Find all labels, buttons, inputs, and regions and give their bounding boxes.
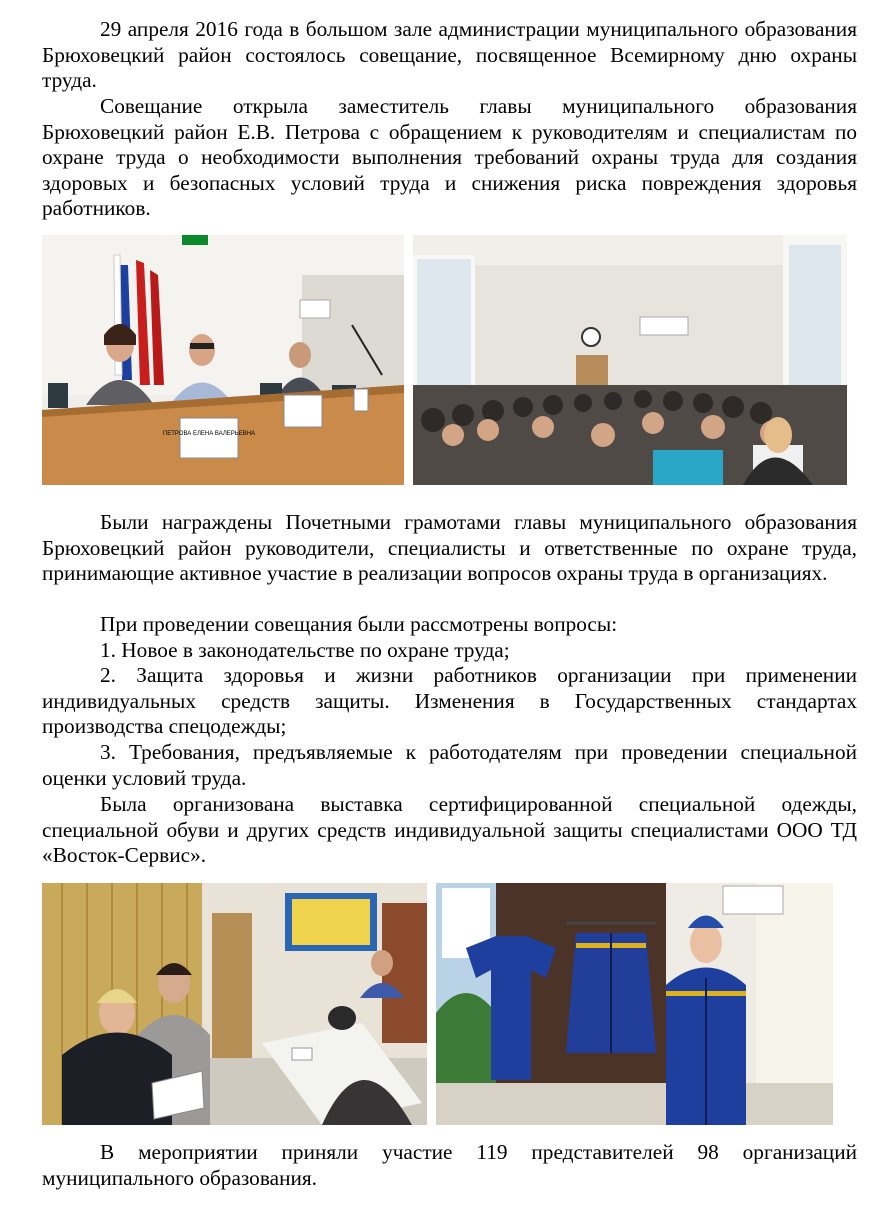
paragraph-opening: Совещание открыла заместитель главы муниципального образования Брюховецкий район Е.В. Петрова с обращением к руководителям и специалистам по охране труда о необходимости выполнения требований охраны труда для создания здоровых и безопасных условий труда и снижения риска повреждения здоровья работников.	[42, 94, 857, 221]
photo-presidium	[42, 235, 404, 485]
paragraph-intro: 29 апреля 2016 года в большом зале администрации муниципального образования Брюховецкий район состоялось совещание, посвященное Всемирному дню охраны труда.	[42, 17, 857, 93]
photo-workwear	[436, 883, 833, 1125]
photo-registration	[42, 883, 427, 1125]
paragraph-awards: Были награждены Почетными грамотами главы муниципального образования Брюховецкий район руководители, специалисты и ответственные по охране труда, принимающие активное участие в реализации вопросов охраны труда в организациях.	[42, 510, 857, 586]
paragraph-exhibition: Была организована выставка сертифицированной специальной одежды, специальной обуви и других средств индивидуальной защиты специалистами ООО ТД «Восток-Сервис».	[42, 792, 857, 868]
paragraph-questions-intro: При проведении совещания были рассмотрены вопросы:	[100, 612, 618, 636]
nameplate-text: ПЕТРОВА ЕЛЕНА ВАЛЕРЬЕВНА	[162, 431, 256, 437]
list-item-question-1: 1. Новое в законодательстве по охране труда;	[100, 638, 510, 662]
paragraph-participants: В мероприятии приняли участие 119 представителей 98 организаций муниципального образования.	[42, 1140, 857, 1190]
photo-audience	[413, 235, 847, 485]
list-item-question-3: 3. Требования, предъявляемые к работодателям при проведении специальной оценки условий труда.	[42, 740, 857, 790]
list-item-question-2: 2. Защита здоровья и жизни работников организации при применении индивидуальных средств защиты. Изменения в Государственных стандартах производства спецодежды;	[42, 663, 857, 739]
